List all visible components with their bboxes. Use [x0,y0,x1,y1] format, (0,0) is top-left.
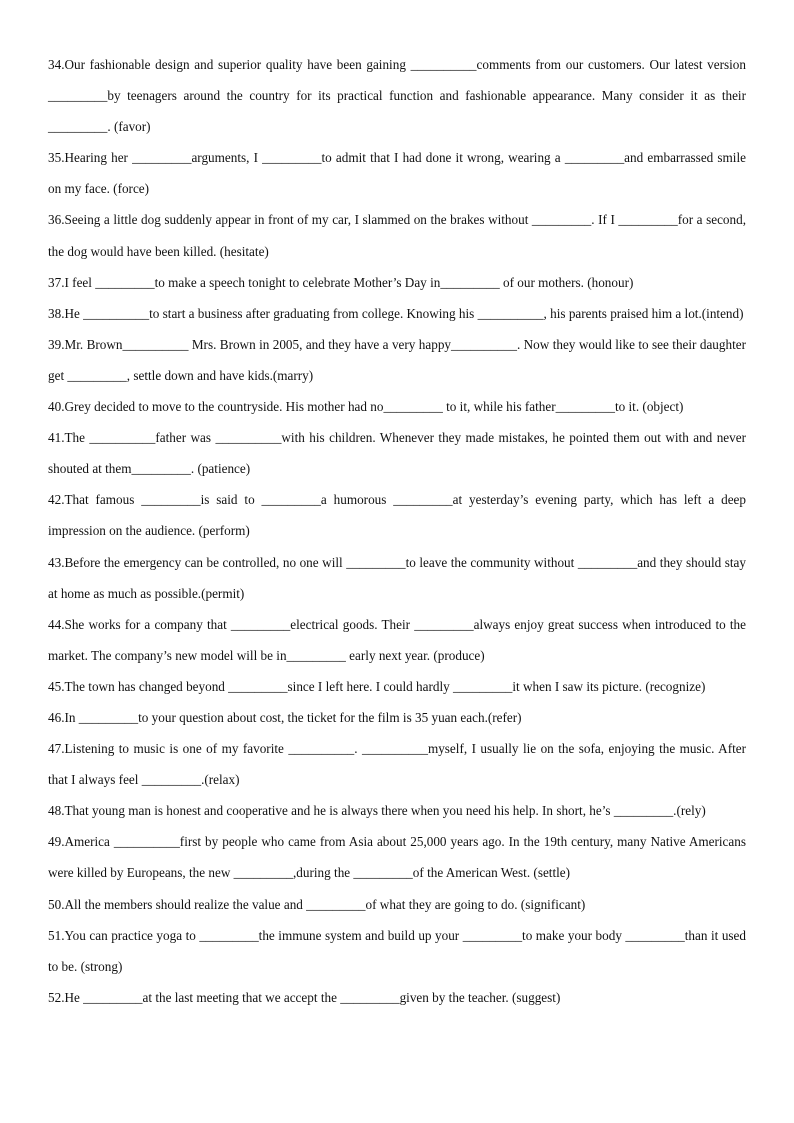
question-36: 36.Seeing a little dog suddenly appear in front of my car, I slammed on the brakes without _________. If I _________for a second, the dog would have been killed. (hesitate) [48,212,746,259]
question-52: 52.He _________at the last meeting that we accept the _________given by the teacher. (suggest) [48,989,561,1005]
question-51: 51.You can practice yoga to _________the immune system and build up your _________to make your body _________than it used to be. (strong) [48,927,746,974]
question-44: 44.She works for a company that _________electrical goods. Their _________always enjoy great success when introduced to the market. The company’s new model will be in_________ early next year. (produce) [48,616,746,663]
question-40: 40.Grey decided to move to the countryside. His mother had no_________ to it, while his father_________to it. (object) [48,399,684,415]
question-38: 38.He __________to start a business after graduating from college. Knowing his __________, his parents praised him a lot.(intend) [48,305,744,321]
question-50: 50.All the members should realize the value and _________of what they are going to do. (significant) [48,896,586,912]
question-49: 49.America __________first by people who came from Asia about 25,000 years ago. In the 19th century, many Native Americans were killed by Europeans, the new _________,during the _________of the American West. (settle) [48,834,746,881]
question-39: 39.Mr. Brown__________ Mrs. Brown in 2005, and they have a very happy__________. Now they would like to see their daughter get _________, settle down and have kids.(marry) [48,336,746,383]
question-46: 46.In _________to your question about cost, the ticket for the film is 35 yuan each.(refer) [48,709,522,725]
question-43: 43.Before the emergency can be controlled, no one will _________to leave the community without _________and they should stay at home as much as possible.(permit) [48,554,746,601]
question-37: 37.I feel _________to make a speech tonight to celebrate Mother’s Day in_________ of our mothers. (honour) [48,274,634,290]
question-35: 35.Hearing her _________arguments, I _________to admit that I had done it wrong, wearing a _________and embarrassed smile on my face. (force) [48,150,746,197]
question-41: 41.The __________father was __________with his children. Whenever they made mistakes, he pointed them out with and never shouted at them_________. (patience) [48,430,746,477]
question-34: 34.Our fashionable design and superior quality have been gaining __________comments from our customers. Our latest version _________by teenagers around the country for its practical function and fashionable appearance. Many consider it as their _________. (favor) [48,57,746,135]
question-48: 48.That young man is honest and cooperative and he is always there when you need his help. In short, he’s _________.(rely) [48,803,706,819]
exercise-page [48,49,746,1013]
question-42: 42.That famous _________is said to _________a humorous _________at yesterday’s evening party, which has left a deep impression on the audience. (perform) [48,492,746,539]
question-47: 47.Listening to music is one of my favorite __________. __________myself, I usually lie on the sofa, enjoying the music. After that I always feel _________.(relax) [48,741,746,788]
question-45: 45.The town has changed beyond _________since I left here. I could hardly _________it when I saw its picture. (recognize) [48,678,706,694]
